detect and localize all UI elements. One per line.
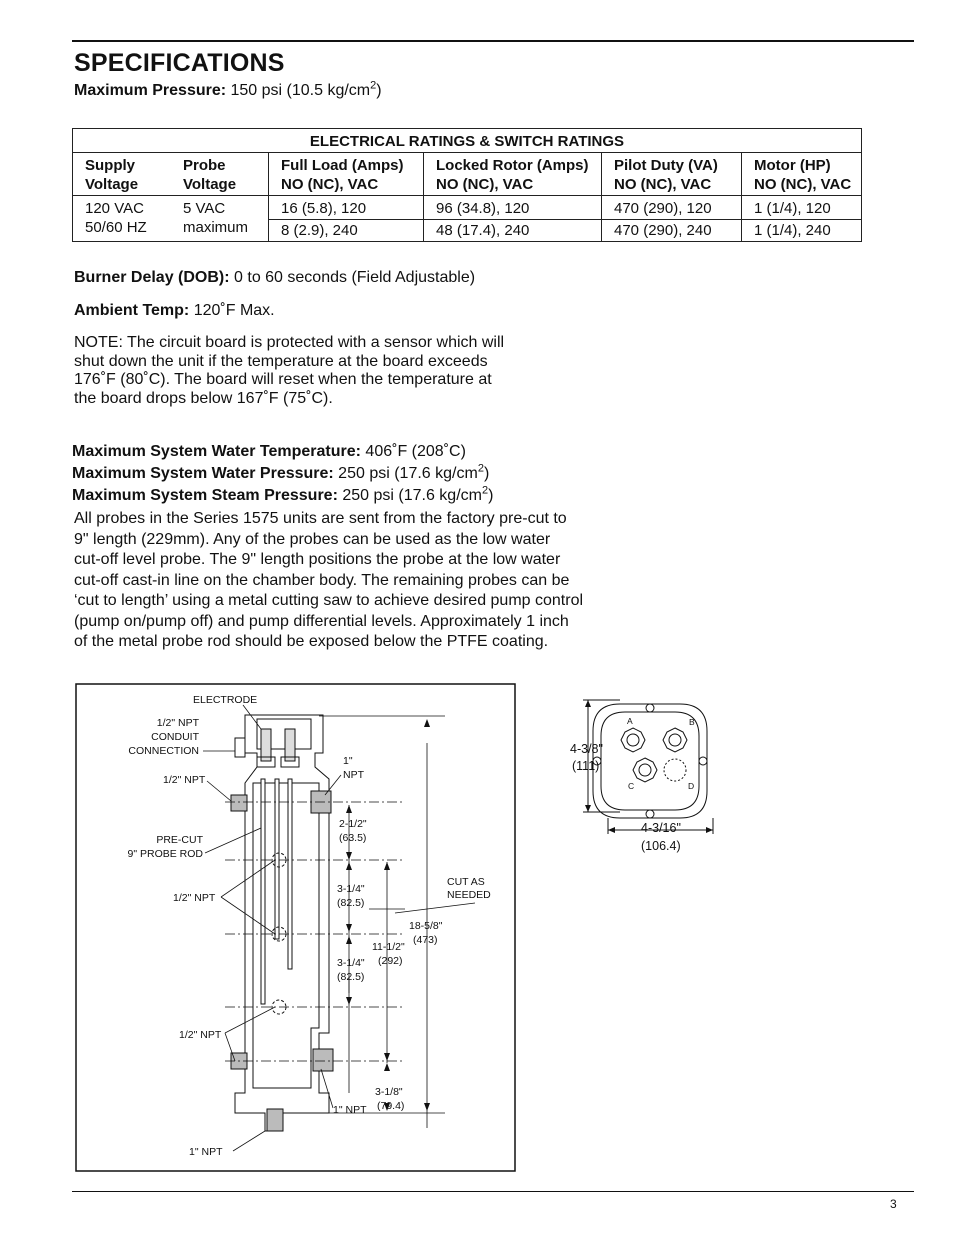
label-dim-3-25b-a: 3-1/4" <box>337 957 365 969</box>
steam-pressure-sup: 2 <box>481 484 489 497</box>
top-rule <box>72 40 914 42</box>
label-cut-1: CUT AS <box>447 876 485 888</box>
probes-line: cut-off level probe. The 9" length positions the probe at the low water <box>74 551 561 568</box>
cell-locked-rotor-1: 96 (34.8), 120 <box>424 196 602 220</box>
ambient-temp-label: Ambient Temp: <box>74 302 190 319</box>
label-width-mm: (106.4) <box>641 839 681 853</box>
header-probe: Probe Voltage <box>171 153 269 196</box>
label-dim-3-125-a: 3-1/8" <box>375 1086 403 1098</box>
label-dim-2-5-b: (63.5) <box>339 832 367 844</box>
steam-pressure-close: ) <box>488 487 494 504</box>
max-pressure-sup: 2 <box>370 79 377 92</box>
label-cut-2: NEEDED <box>447 889 491 901</box>
header-supply: Supply Voltage <box>73 153 172 196</box>
label-one-npt-top-1: 1" <box>343 755 353 767</box>
label-dim-18-625-a: 18-5/8" <box>409 920 443 932</box>
cell-supply: 120 VAC 50/60 HZ <box>85 200 147 236</box>
max-pressure-label: Maximum Pressure: <box>74 82 227 99</box>
header-locked-rotor: Locked Rotor (Amps) NO (NC), VAC <box>424 153 602 196</box>
label-dim-3-25a-b: (82.5) <box>337 897 365 909</box>
water-pressure-line <box>72 462 490 483</box>
header-motor: Motor (HP) NO (NC), VAC <box>742 153 862 196</box>
probes-line: of the metal probe rod should be exposed below the PTFE coating. <box>74 633 549 650</box>
label-one-npt-bottom: 1" NPT <box>189 1146 223 1158</box>
note-line: shut down the unit if the temperature at the board exceeds <box>74 352 488 370</box>
label-dim-11-5-a: 11-1/2" <box>372 941 405 953</box>
cell-locked-rotor-2: 48 (17.4), 240 <box>424 220 602 242</box>
probes-line: ‘cut to length’ using a metal cutting saw to achieve desired pump control <box>74 592 584 609</box>
label-conduit-3: CONNECTION <box>128 745 199 757</box>
header-pilot-duty: Pilot Duty (VA) NO (NC), VAC <box>602 153 742 196</box>
label-half-npt-3: 1/2" NPT <box>179 1029 222 1041</box>
probes-line: cut-off cast-in line on the chamber body. The remaining probes can be <box>74 571 570 589</box>
note-line: NOTE: The circuit board is protected with a sensor which will <box>74 334 505 351</box>
water-temp-value: 406˚F (208˚C) <box>360 443 466 460</box>
burner-delay-value: 0 to 60 seconds (Field Adjustable) <box>229 269 476 286</box>
bottom-rule <box>72 1191 914 1192</box>
label-conduit-1: 1/2" NPT <box>156 717 199 729</box>
label-dim-3-25a-a: 3-1/4" <box>337 883 365 895</box>
burner-delay-label: Burner Delay (DOB): <box>74 269 230 286</box>
ambient-temp-value: 120˚F Max. <box>189 302 275 319</box>
cell-pilot-duty-1: 470 (290), 120 <box>602 196 742 220</box>
label-one-npt-top-2: NPT <box>343 769 364 781</box>
top-view-diagram <box>565 694 725 856</box>
burner-delay-line <box>74 269 475 287</box>
label-conduit-2: CONDUIT <box>151 731 199 743</box>
water-temp-line <box>72 443 466 461</box>
max-pressure-value: 150 psi (10.5 kg/cm <box>226 82 371 99</box>
port-label-d: D <box>688 781 695 791</box>
cell-probe: 5 VAC maximum <box>183 200 249 236</box>
page-number: 3 <box>890 1197 897 1211</box>
label-dim-3-25b-b: (82.5) <box>337 971 365 983</box>
label-electrode: ELECTRODE <box>193 694 258 706</box>
steam-pressure-line <box>72 484 494 505</box>
water-pressure-label: Maximum System Water Pressure: <box>72 465 334 482</box>
label-dim-2-5-a: 2-1/2" <box>339 818 367 830</box>
table-row <box>73 196 862 220</box>
cell-motor-1: 1 (1/4), 120 <box>742 196 862 220</box>
label-half-npt-1: 1/2" NPT <box>163 774 206 786</box>
label-height: 4-3/8" <box>570 742 603 756</box>
probes-line: 9" length (229mm). Any of the probes can be used as the low water <box>74 530 551 548</box>
cell-pilot-duty-2: 470 (290), 240 <box>602 220 742 242</box>
label-half-npt-2: 1/2" NPT <box>173 892 216 904</box>
port-label-a: A <box>627 716 633 726</box>
max-pressure-close: ) <box>376 82 382 99</box>
probes-paragraph <box>74 509 583 653</box>
cell-full-load-1: 16 (5.8), 120 <box>269 196 424 220</box>
water-temp-label: Maximum System Water Temperature: <box>72 443 361 460</box>
water-pressure-sup: 2 <box>477 462 484 475</box>
label-precut-1: PRE-CUT <box>156 834 203 846</box>
header-full-load: Full Load (Amps) NO (NC), VAC <box>269 153 424 196</box>
ambient-temp-line <box>74 302 275 320</box>
label-one-npt-side: 1" NPT <box>333 1104 367 1116</box>
label-dim-3-125-b: (79.4) <box>377 1100 405 1112</box>
table-header-row <box>73 153 862 196</box>
water-pressure-value: 250 psi (17.6 kg/cm <box>333 465 478 482</box>
note-line: the board drops below 167˚F (75˚C). <box>74 389 333 407</box>
label-height-mm: (111) <box>572 759 600 773</box>
table-title: ELECTRICAL RATINGS & SWITCH RATINGS <box>73 129 862 153</box>
max-pressure-line <box>74 79 382 100</box>
steam-pressure-value: 250 psi (17.6 kg/cm <box>337 487 482 504</box>
page-title: SPECIFICATIONS <box>74 49 285 77</box>
probes-line: (pump on/pump off) and pump differential levels. Approximately 1 inch <box>74 612 569 630</box>
label-width: 4-3/16" <box>641 821 681 835</box>
steam-pressure-label: Maximum System Steam Pressure: <box>72 487 338 504</box>
port-label-c: C <box>628 781 635 791</box>
electrical-ratings-table <box>72 128 862 242</box>
chamber-cutaway-diagram <box>75 683 516 1172</box>
water-pressure-close: ) <box>483 465 490 482</box>
cell-full-load-2: 8 (2.9), 240 <box>269 220 424 242</box>
note-line: 176˚F (80˚C). The board will reset when the temperature at <box>74 371 492 388</box>
cell-motor-2: 1 (1/4), 240 <box>742 220 862 242</box>
label-dim-11-5-b: (292) <box>378 955 403 967</box>
port-label-b: B <box>689 717 695 727</box>
probes-line: All probes in the Series 1575 units are sent from the factory pre-cut to <box>74 510 567 527</box>
label-dim-18-625-b: (473) <box>413 934 438 946</box>
label-precut-2: 9" PROBE ROD <box>127 848 203 860</box>
note-paragraph <box>74 334 504 408</box>
